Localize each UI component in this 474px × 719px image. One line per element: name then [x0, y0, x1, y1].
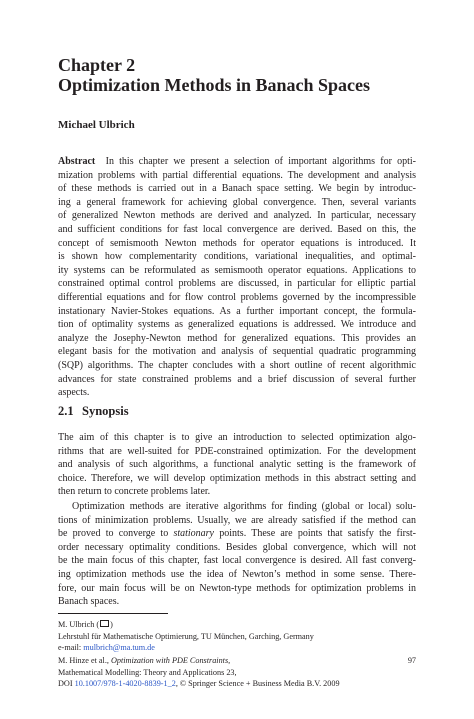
body-line: be the main focus of this chapter, fast local convergence is desired. All fast converg-	[58, 555, 416, 567]
abstract-line: concept of semismooth Newton methods for operator equations is introduced. It	[58, 237, 416, 249]
body-line: ing optimization methods use the idea of Newton’s method in some sense. There-	[58, 568, 416, 580]
envelope-icon	[100, 620, 109, 627]
section-number: 2.1	[58, 404, 74, 418]
doi-link[interactable]: 10.1007/978-1-4020-8839-1_2	[74, 679, 176, 688]
footnote-affiliation: Lehrstuhl für Mathematische Optimierung, TU München, Garching, Germany	[58, 631, 314, 641]
chapter-author: Michael Ulbrich	[58, 119, 135, 131]
abstract-line: is shown how complementarity conditions, variational inequalities, and optimal-	[58, 251, 416, 263]
citation-line-1: M. Hinze et al., Optimization with PDE Constraints,	[58, 656, 231, 665]
body-line: choice. Therefore, we will develop optimization methods in this abstract setting and	[58, 472, 416, 484]
body-line: and analysis of such algorithms, a functional analytic setting is the framework of	[58, 459, 416, 471]
chapter-label: Chapter 2	[58, 55, 136, 75]
citation-line-2: Mathematical Modelling: Theory and Applications 23,	[58, 667, 237, 677]
abstract-line: of generalized Newton methods are derived and analyzed. In particular, necessary	[58, 210, 416, 222]
abstract-line: mization problems with partial differential equations. The development and analysis	[58, 169, 416, 181]
abstract-line: Abstract In this chapter we present a selection of important algorithms for opti-	[58, 156, 416, 167]
body-line: fore, our main focus will be on Newton-type methods for optimization problems in	[58, 582, 416, 594]
body-line: The aim of this chapter is to give an introduction to selected optimization algo-	[58, 432, 416, 443]
page-number: 97	[407, 656, 416, 665]
chapter-title: Optimization Methods in Banach Spaces	[58, 75, 371, 95]
abstract-line: of these methods is carried out in a Banach space setting. We begin by introduc-	[58, 183, 416, 195]
abstract-label: Abstract	[58, 156, 96, 167]
synopsis-paragraph-2	[58, 500, 416, 609]
body-line: rithms that are well-suited for PDE-constrained optimization. For the development	[58, 445, 416, 457]
footnote-rule	[58, 613, 168, 614]
abstract	[58, 155, 416, 400]
section-title: Synopsis	[82, 404, 129, 418]
emphasis-stationary: stationary	[173, 528, 214, 540]
abstract-line: analyze the Josephy-Newton method for generalized equations. This provides an	[58, 332, 416, 344]
footnote-author: M. Ulbrich ( )	[58, 620, 113, 629]
abstract-line: elegant basis for the motivation and analysis of sequential quadratic programming	[58, 346, 416, 358]
body-line: then return to concrete problems later.	[58, 486, 211, 498]
synopsis-paragraph-1	[58, 431, 416, 499]
citation-line-3: DOI 10.1007/978-1-4020-8839-1_2, © Springer Science + Business Media B.V. 2009	[58, 679, 340, 688]
abstract-line: differential equations and for flow control problems governed by the incompressible	[58, 291, 416, 303]
abstract-line: instationary Navier-Stokes equations. As a further important concept, the formula-	[58, 305, 416, 317]
abstract-line: and sufficient conditions for fast local convergence are derived. Based on this, the	[58, 223, 416, 235]
footnote	[58, 619, 418, 654]
body-line: Banach spaces.	[58, 596, 120, 608]
body-line: Optimization methods are iterative algorithms for finding (global or local) solu-	[72, 501, 416, 512]
abstract-line: constrained optimal control problems are discussed, in particular for elliptic partial	[58, 278, 416, 290]
section-heading	[58, 404, 129, 419]
abstract-line: ing a general framework for achieving global convergence. Then, several variants	[58, 196, 416, 208]
body-line: be proved to converge to stationary points. These are points that satisfy the first-	[58, 528, 416, 540]
footnote-email: e-mail: mulbrich@ma.tum.de	[58, 643, 155, 652]
body-line: order necessary optimality conditions. Besides global convergence, which will not	[58, 541, 416, 553]
abstract-line: advances for state constrained problems and a brief discussion of several further	[58, 373, 416, 385]
email-link[interactable]: mulbrich@ma.tum.de	[83, 643, 155, 652]
body-line: tions of minimization problems. Usually, we are already satisfied if the method can	[58, 514, 416, 526]
citation	[58, 655, 418, 690]
abstract-line: (SQP) algorithms. The chapter concludes with a short outline of recent algorithmic	[58, 359, 416, 371]
abstract-line: aspects.	[58, 387, 90, 399]
abstract-line: ity systems can be reformulated as semismooth operator equations. Applications to	[58, 264, 416, 276]
abstract-line: tion of optimality systems as generalized equations is addressed. We introduce and	[58, 319, 416, 331]
